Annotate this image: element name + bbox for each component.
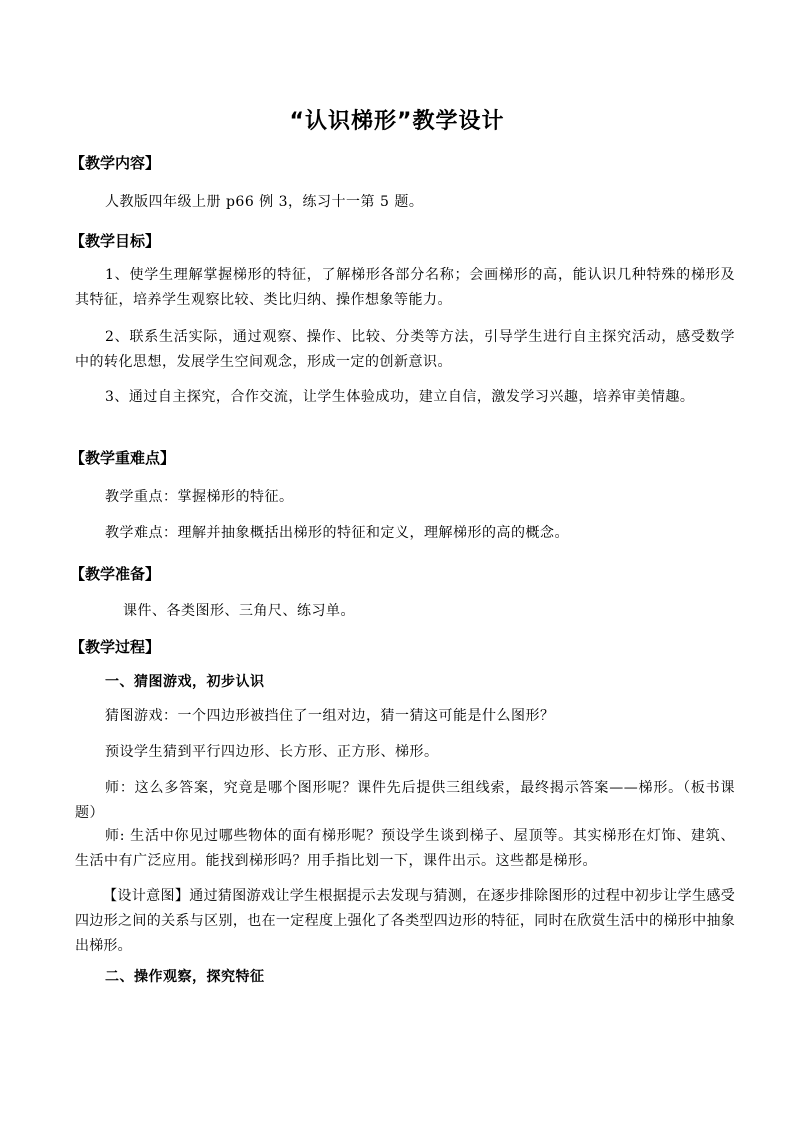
heading-teaching-process: 【教学过程】 xyxy=(70,638,161,656)
process-paragraph-3: 师：这么多答案，究竟是哪个图形呢？课件先后提供三组线索，最终揭示答案——梯形。（板书课题） xyxy=(75,780,735,821)
design-intent-paragraph: 【设计意图】通过猜图游戏让学生根据提示去发现与猜测，在逐步排除图形的过程中初步让学生感受四边形之间的关系与区别，也在一定程度上强化了各类型四边形的特征，同时在欣赏生活中的梯形中抽象出梯形。 xyxy=(75,888,735,954)
process-paragraph-1: 猜图游戏：一个四边形被挡住了一组对边，猜一猜这可能是什么图形？ xyxy=(105,708,555,724)
process-step-2-title: 二、操作观察，探究特征 xyxy=(105,969,265,985)
key-focus-text: 教学重点：掌握梯形的特征。 xyxy=(105,489,294,505)
goal-item-1: 1、使学生理解掌握梯形的特征，了解梯形各部分名称；会画梯形的高，能认识几种特殊的梯形及其特征，培养学生观察比较、类比归纳、操作想象等能力。 xyxy=(75,267,735,308)
goal-item-2: 2、联系生活实际，通过观察、操作、比较、分类等方法，引导学生进行自主探究活动，感受数学中的转化思想，发展学生空间观念，形成一定的创新意识。 xyxy=(75,329,735,370)
heading-teaching-goals: 【教学目标】 xyxy=(70,232,161,250)
process-paragraph-4: 师: 生活中你见过哪些物体的面有梯形呢？预设学生谈到梯子、屋顶等。其实梯形在灯饰、建筑、生活中有广泛应用。能找到梯形吗？用手指比划一下，课件出示。这些都是梯形。 xyxy=(75,828,735,869)
document-title: “认识梯形”教学设计 xyxy=(289,109,505,134)
goal-item-3: 3、通过自主探究，合作交流，让学生体验成功，建立自信，激发学习兴趣，培养审美情趣。 xyxy=(105,389,695,405)
heading-preparation: 【教学准备】 xyxy=(70,565,161,583)
heading-teaching-content: 【教学内容】 xyxy=(70,154,161,172)
key-difficulty-text: 教学难点：理解并抽象概括出梯形的特征和定义，理解梯形的高的概念。 xyxy=(105,525,569,541)
process-step-1-title: 一、猜图游戏，初步认识 xyxy=(105,674,265,690)
preparation-text: 课件、各类图形、三角尺、练习单。 xyxy=(123,603,355,619)
teaching-content-text: 人教版四年级上册 p66 例 3，练习十一第 5 题。 xyxy=(105,194,424,210)
process-paragraph-2: 预设学生猜到平行四边形、长方形、正方形、梯形。 xyxy=(105,744,439,760)
heading-key-points: 【教学重难点】 xyxy=(70,449,176,467)
